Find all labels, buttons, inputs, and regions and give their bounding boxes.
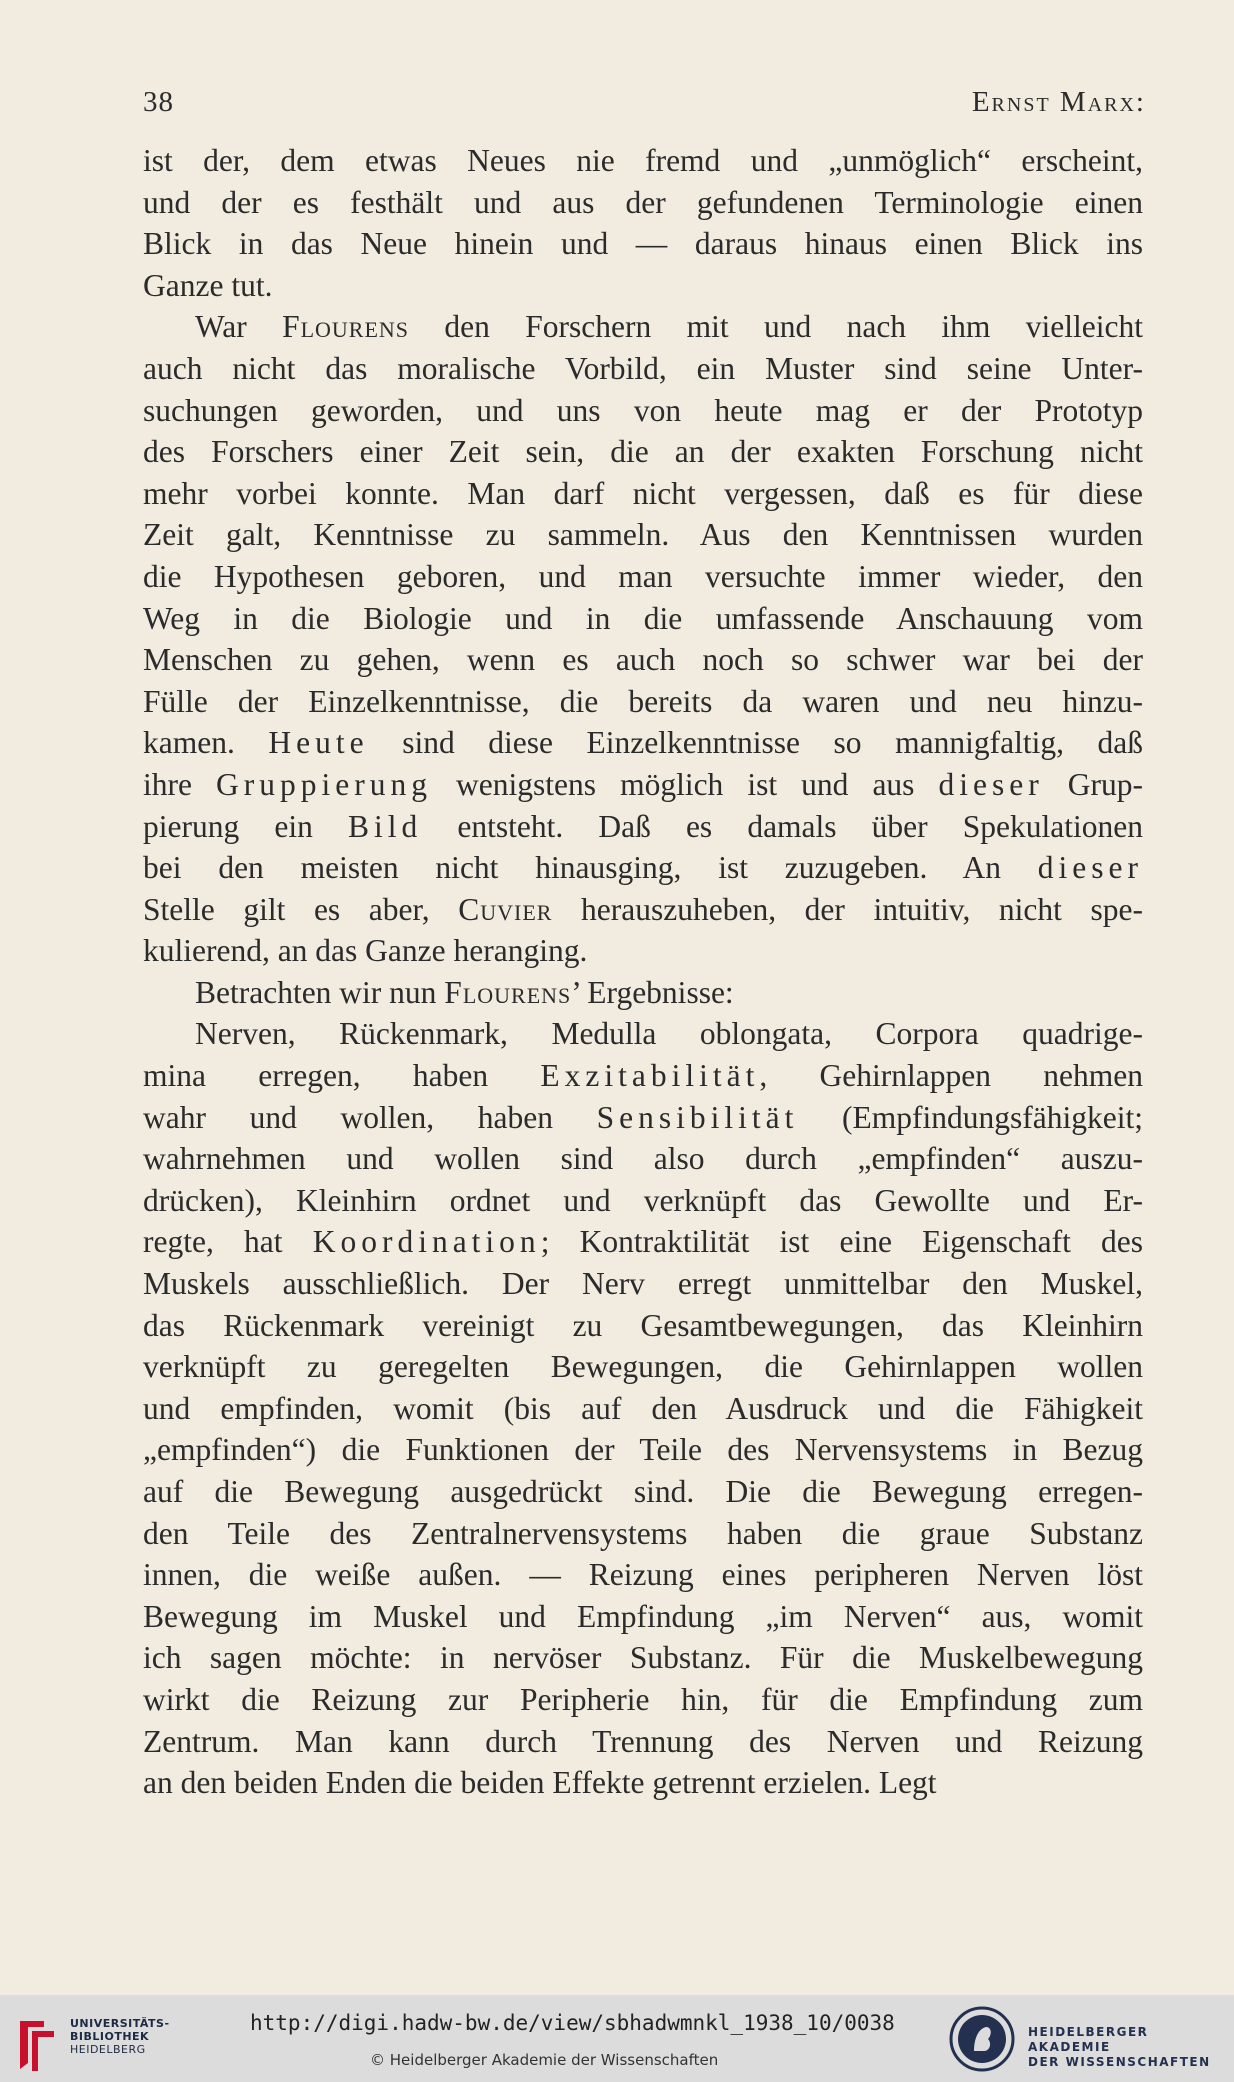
text-line: mina erregen, haben Exzitabilität, Gehirnlappen nehmen [143, 1058, 1143, 1094]
text-line: ist der, dem etwas Neues nie fremd und „unmöglich“ erscheint, [143, 143, 1143, 178]
text-line: auf die Bewegung ausgedrückt sind. Die die Bewegung erregen- [143, 1474, 1143, 1509]
university-library-logo-icon [14, 2013, 60, 2073]
text-line: ich sagen möchte: in nervöser Substanz. Für die Muskelbewegung [143, 1640, 1143, 1676]
running-head-author: Ernst Marx: [971, 86, 1146, 118]
text-line: Bewegung im Muskel und Empfindung „im Nerven“ aus, womit [143, 1598, 1143, 1634]
text-line: des Forschers einer Zeit sein, die an der exakten Forschung nicht [143, 434, 1143, 470]
text-line: innen, die weiße außen. — Reizung eines peripheren Nerven löst [143, 1557, 1143, 1593]
text-line: bei den meisten nicht hinausging, ist zuzugeben. An dieser [143, 850, 1143, 886]
text-line: suchungen geworden, und uns von heute mag er der Prototyp [143, 392, 1143, 428]
text-line: Weg in die Biologie und in die umfassende Anschauung vom [143, 600, 1143, 636]
text-line: das Rückenmark vereinigt zu Gesamtbewegungen, das Kleinhirn [143, 1307, 1143, 1343]
text-line: wirkt die Reizung zur Peripherie hin, für die Empfindung zum [143, 1681, 1143, 1717]
text-line: Fülle der Einzelkenntnisse, die bereits da waren und neu hinzu- [143, 683, 1143, 719]
footer-bar [0, 1995, 1234, 2082]
text-line: an den beiden Enden die beiden Effekte getrennt erzielen. Legt [143, 1765, 937, 1801]
text-line: die Hypothesen geboren, und man versuchte immer wieder, den [143, 558, 1143, 594]
text-line: und der es festhält und aus der gefundenen Terminologie einen [143, 184, 1143, 220]
text-line: den Teile des Zentralnervensystems haben die graue Substanz [143, 1515, 1143, 1551]
text-line: kamen. Heute sind diese Einzelkenntnisse so mannigfaltig, daß [143, 725, 1143, 761]
text-line: pierung ein Bild entsteht. Daß es damals über Spekulationen [143, 808, 1143, 844]
university-library-label: UNIVERSITÄTS- BIBLIOTHEK HEIDELBERG [70, 2017, 170, 2056]
academy-label: HEIDELBERGER AKADEMIE DER WISSENSCHAFTEN [1028, 2025, 1211, 2069]
text-line: Muskels ausschließlich. Der Nerv erregt unmittelbar den Muskel, [143, 1266, 1143, 1302]
running-head [143, 86, 1146, 126]
text-line: Blick in das Neue hinein und — daraus hinaus einen Blick ins [143, 226, 1143, 262]
copyright-notice: © Heidelberger Akademie der Wissenschaften [370, 2051, 719, 2069]
text-line: Menschen zu gehen, wenn es auch noch so schwer war bei der [143, 642, 1143, 678]
text-line: Nerven, Rückenmark, Medulla oblongata, Corpora quadrige- [195, 1016, 1143, 1052]
text-line: kulierend, an das Ganze heranging. [143, 933, 588, 969]
text-line: mehr vorbei konnte. Man darf nicht vergessen, daß es für diese [143, 475, 1143, 511]
academy-seal-icon [948, 2005, 1016, 2073]
text-line: Ganze tut. [143, 267, 273, 303]
text-line: verknüpft zu geregelten Bewegungen, die Gehirnlappen wollen [143, 1349, 1143, 1385]
text-line: Zentrum. Man kann durch Trennung des Nerven und Reizung [143, 1723, 1143, 1759]
body-text [143, 140, 1143, 1804]
text-line: War Flourens den Forschern mit und nach ihm vielleicht [195, 309, 1144, 345]
text-line: auch nicht das moralische Vorbild, ein Muster sind seine Unter- [143, 350, 1143, 386]
source-url-link[interactable]: http://digi.hadw-bw.de/view/sbhadwmnkl_1938_10/0038 [250, 2011, 895, 2035]
page-number: 38 [143, 86, 174, 118]
text-line: regte, hat Koordination; Kontraktilität ist eine Eigenschaft des [143, 1224, 1144, 1260]
text-line: drücken), Kleinhirn ordnet und verknüpft das Gewollte und Er- [143, 1182, 1143, 1218]
text-line: Zeit galt, Kenntnisse zu sammeln. Aus den Kenntnissen wurden [143, 517, 1143, 553]
text-line: Betrachten wir nun Flourens’ Ergebnisse: [195, 974, 734, 1010]
text-line: Stelle gilt es aber, Cuvier herauszuheben, der intuitiv, nicht spe- [143, 891, 1143, 927]
text-line: ihre Gruppierung wenigstens möglich ist und aus dieser Grup- [143, 766, 1143, 802]
text-line: und empfinden, womit (bis auf den Ausdruck und die Fähigkeit [143, 1390, 1143, 1426]
text-line: wahr und wollen, haben Sensibilität (Empfindungsfähigkeit; [143, 1099, 1143, 1135]
text-line: „empfinden“) die Funktionen der Teile des Nervensystems in Bezug [143, 1432, 1143, 1468]
text-line: wahrnehmen und wollen sind also durch „empfinden“ auszu- [143, 1141, 1143, 1177]
